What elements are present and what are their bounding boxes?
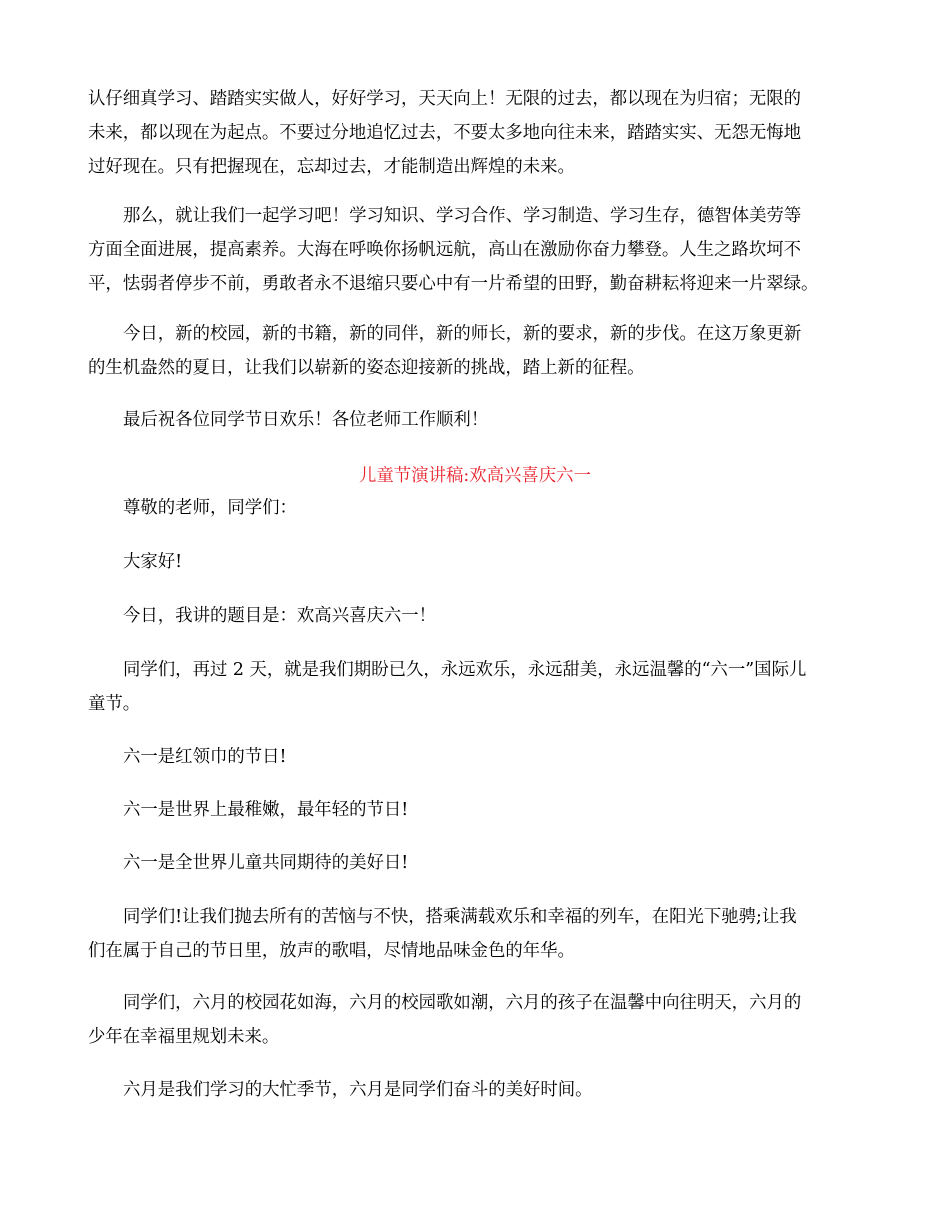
text-line: 那么，就让我们一起学习吧！学习知识、学习合作、学习制造、学习生存，德智体美劳等 bbox=[123, 206, 802, 226]
paragraph bbox=[88, 317, 864, 385]
text-line: 六一是世界上最稚嫩，最年轻的节日! bbox=[123, 800, 409, 820]
text-line: 的生机盎然的夏日，让我们以崭新的姿态迎接新的挑战，踏上新的征程。 bbox=[88, 358, 645, 378]
text-line: 同学们，六月的校园花如海，六月的校园歌如潮，六月的孩子在温馨中向往明天，六月的 bbox=[123, 993, 802, 1013]
text-line: 们在属于自己的节日里，放声的歌唱，尽情地品味金色的年华。 bbox=[88, 941, 575, 961]
text-line: 未来，都以现在为起点。不要过分地追忆过去，不要太多地向往未来，踏踏实实、无怨无悔地 bbox=[88, 123, 802, 143]
text-line: 过好现在。只有把握现在，忘却过去，才能制造出辉煌的未来。 bbox=[88, 157, 575, 177]
text-line: 大家好! bbox=[123, 552, 183, 572]
text-line: 最后祝各位同学节日欢乐！各位老师工作顺利！ bbox=[123, 410, 489, 430]
section-title: 儿童节演讲稿:欢高兴喜庆六一 bbox=[359, 466, 591, 486]
paragraph bbox=[88, 653, 864, 721]
paragraph bbox=[88, 199, 864, 301]
paragraph bbox=[88, 599, 864, 633]
text-line: 六月是我们学习的大忙季节，六月是同学们奋斗的美好时间。 bbox=[123, 1080, 593, 1100]
text-line: 六一是红领巾的节日! bbox=[123, 747, 287, 767]
paragraph bbox=[88, 403, 864, 437]
paragraph bbox=[88, 82, 864, 184]
paragraph bbox=[88, 491, 864, 525]
paragraph bbox=[88, 986, 864, 1054]
text-line: 方面全面进展，提高素养。大海在呼唤你扬帆远航，高山在激励你奋力攀登。人生之路坎坷不 bbox=[88, 240, 802, 260]
paragraph bbox=[88, 1073, 864, 1107]
paragraph bbox=[88, 846, 864, 880]
text-line: 平，怯弱者停步不前，勇敢者永不退缩只要心中有一片希望的田野，勤奋耕耘将迎来一片翠绿。 bbox=[88, 274, 819, 294]
paragraph bbox=[88, 793, 864, 827]
text-line: 认仔细真学习、踏踏实实做人，好好学习，天天向上！无限的过去，都以现在为归宿；无限的 bbox=[88, 89, 802, 109]
text-line: 童节。 bbox=[88, 694, 141, 714]
text-line: 六一是全世界儿童共同期待的美好日! bbox=[123, 853, 409, 873]
text-line: 同学们!让我们抛去所有的苦恼与不快，搭乘满载欢乐和幸福的列车，在阳光下驰骋;让我 bbox=[123, 907, 797, 927]
text-line: 尊敬的老师，同学们： bbox=[123, 498, 297, 518]
paragraph bbox=[88, 545, 864, 579]
text-line: 今日，新的校园，新的书籍，新的同伴，新的师长，新的要求，新的步伐。在这万象更新 bbox=[123, 324, 802, 344]
paragraph bbox=[88, 900, 864, 968]
text-line: 今日，我讲的题目是：欢高兴喜庆六一！ bbox=[123, 606, 437, 626]
text-line: 少年在幸福里规划未来。 bbox=[88, 1027, 280, 1047]
paragraph bbox=[88, 740, 864, 774]
text-line: 同学们，再过 2 天，就是我们期盼已久，永远欢乐，永远甜美，永远温馨的“六一”国际儿 bbox=[123, 660, 807, 680]
